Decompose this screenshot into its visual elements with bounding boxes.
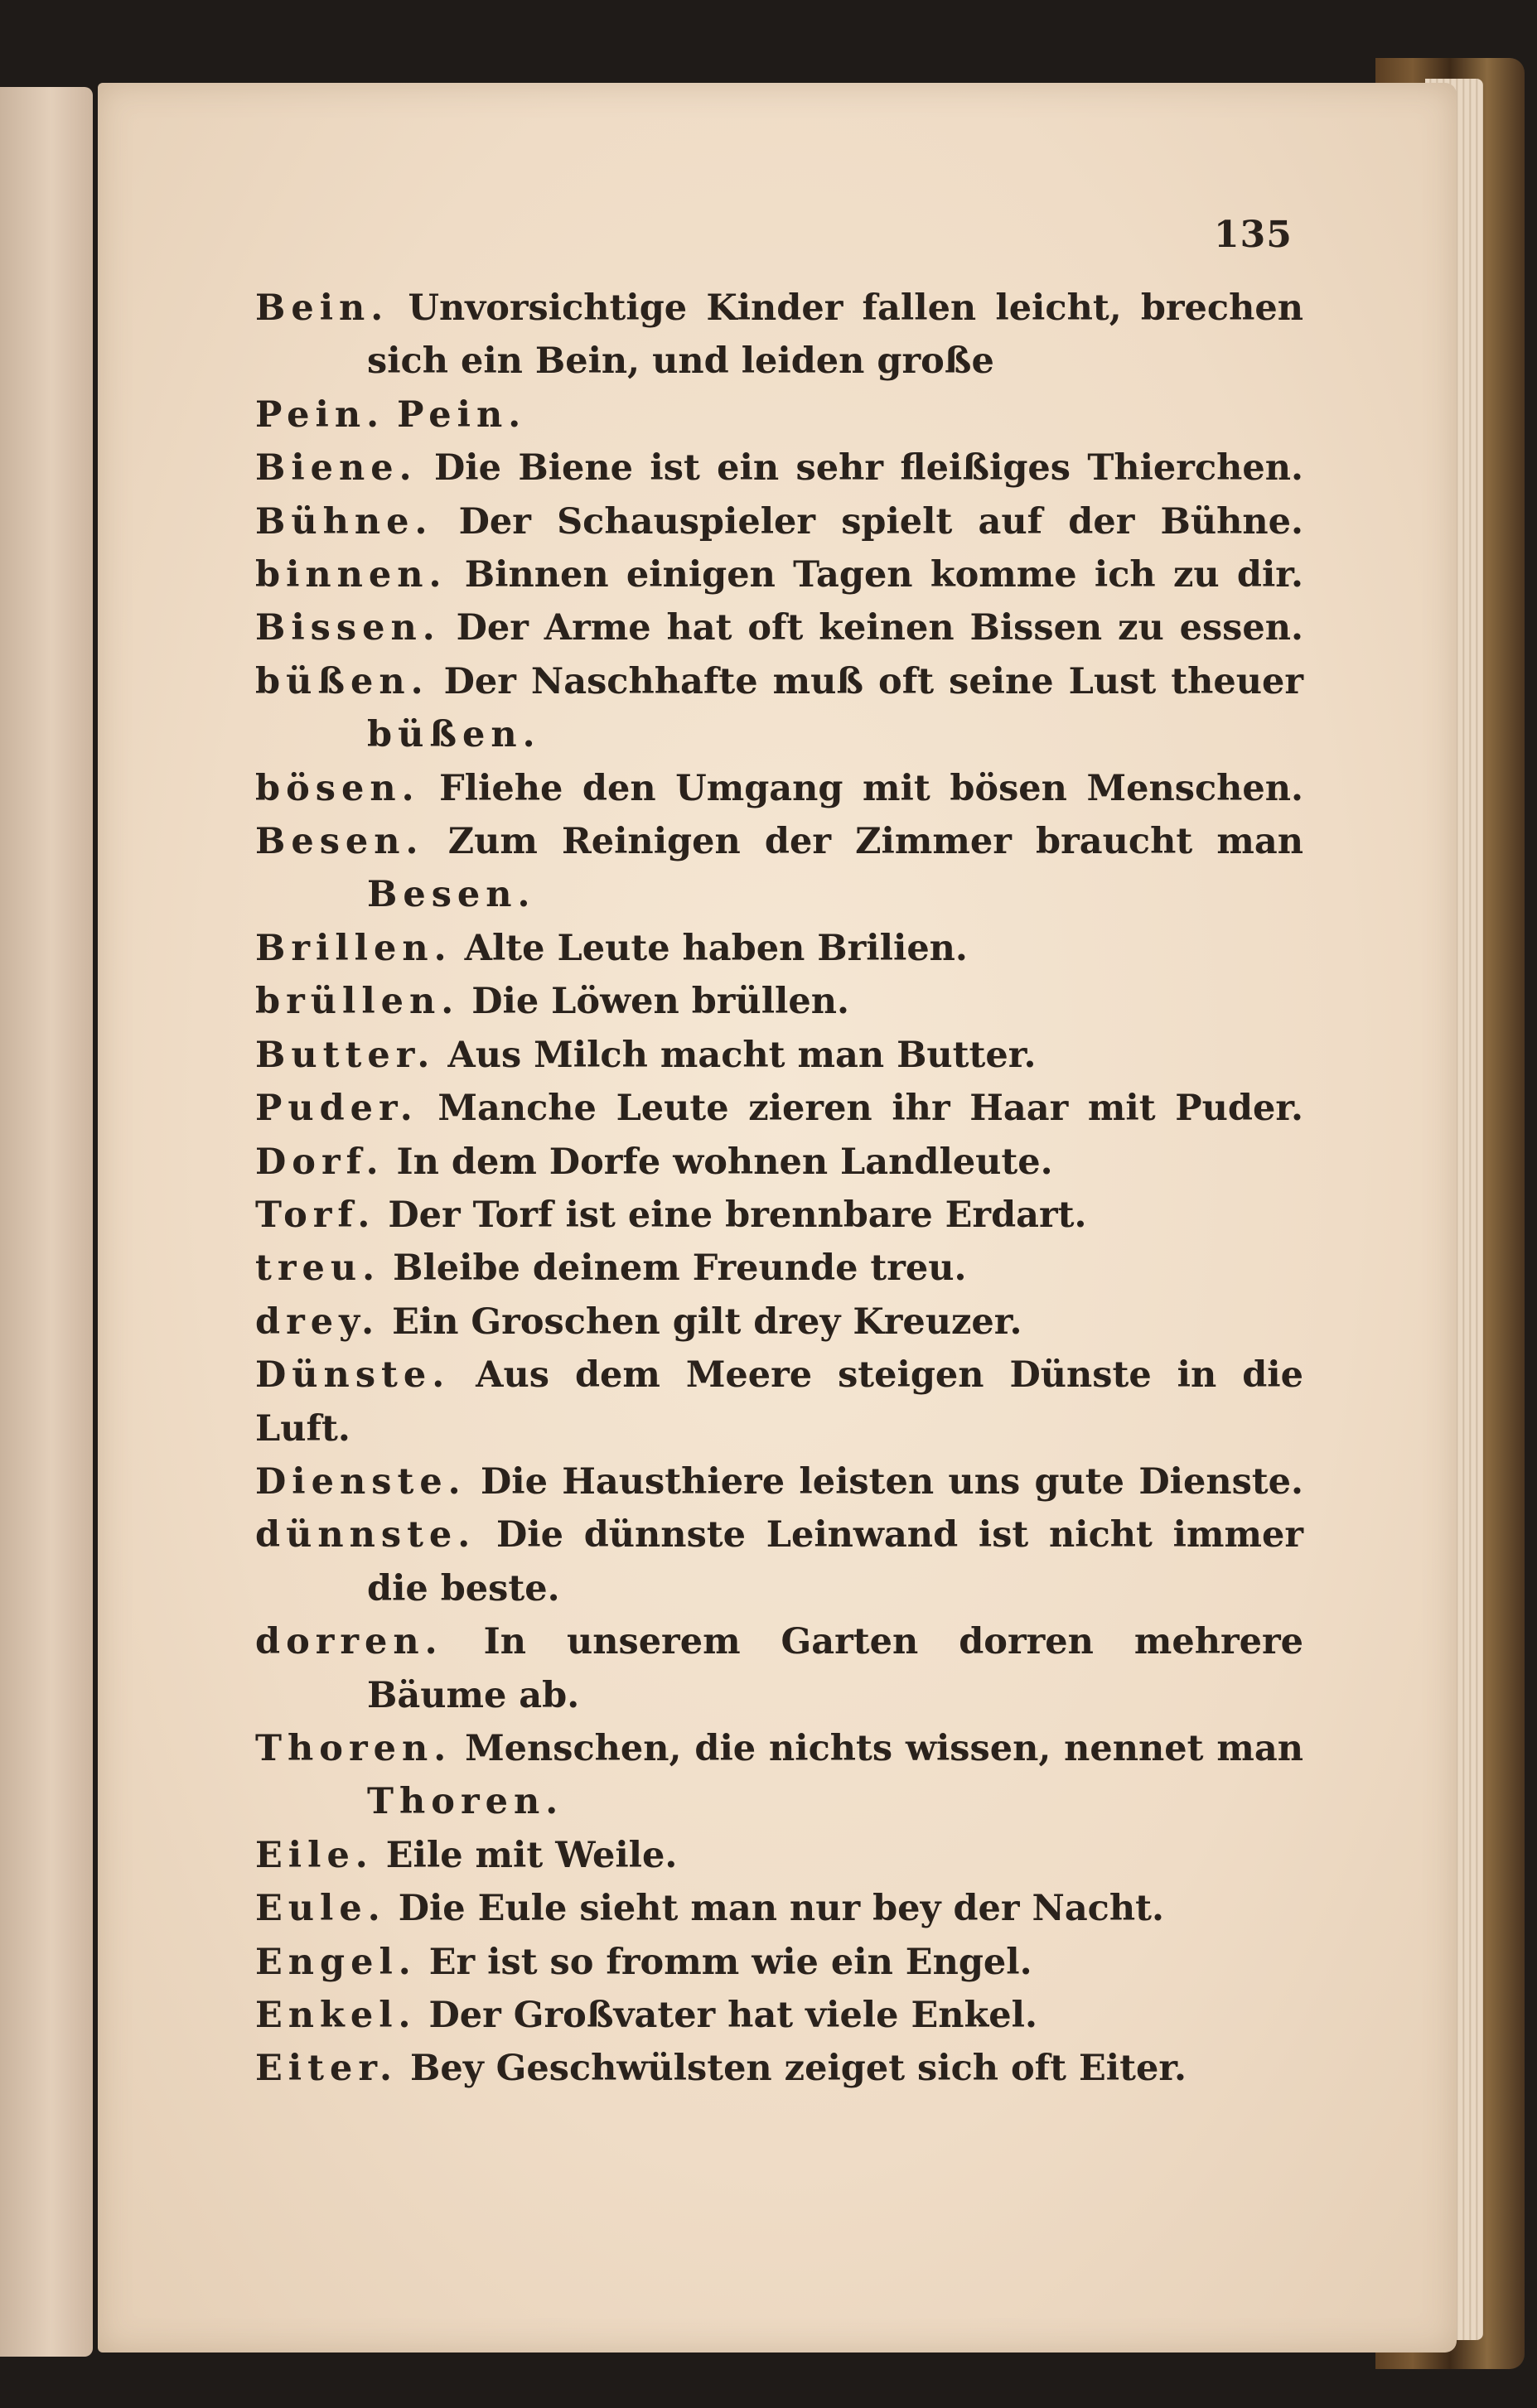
entry-continuation: Besen. <box>367 874 536 916</box>
entry-headword: Bühne. <box>255 500 433 543</box>
entry-headword: Bissen. <box>255 607 441 649</box>
entry-headword: Dünste. <box>255 1354 451 1397</box>
entry <box>255 975 1303 1028</box>
facing-page-edge <box>0 87 93 2357</box>
entry-sentence: Bleibe deinem Freunde treu. <box>393 1247 967 1290</box>
entry-sentence: Unvorsichtige Kinder fallen leicht, brechen <box>408 287 1303 329</box>
entry-sentence: Die Hausthiere leisten uns gute Dienste. <box>480 1460 1303 1503</box>
entry-continuation: die beste. <box>367 1567 560 1609</box>
entry <box>255 601 1303 654</box>
entry <box>255 1082 1303 1135</box>
entry-headword: Torf. <box>255 1194 376 1236</box>
entry-headword: Eule. <box>255 1888 386 1930</box>
entry-sentence: Die Eule sieht man nur bey der Nacht. <box>398 1888 1164 1930</box>
entry-headword: Brillen. <box>255 927 452 969</box>
entry-sentence: Der Großvater hat viele Enkel. <box>428 1995 1037 2036</box>
entry-continuation: büßen. <box>367 714 541 756</box>
entry-continuation: Bäume ab. <box>367 1674 580 1716</box>
entry <box>255 495 1303 548</box>
entry-sentence: In dem Dorfe wohnen Landleute. <box>396 1141 1053 1183</box>
entry-sentence: Aus Milch macht man Butter. <box>447 1034 1037 1076</box>
entry-headword: Besen. <box>255 821 424 863</box>
entry-sentence: Menschen, die nichts wissen, nennet man <box>465 1727 1303 1769</box>
entry <box>255 2042 1303 2095</box>
entry-headword: drey. <box>255 1301 380 1343</box>
entry-sentence: Die Löwen brüllen. <box>471 981 849 1023</box>
entry-headword: Thoren. <box>255 1727 452 1769</box>
entry-headword: Dienste. <box>255 1460 466 1503</box>
entry <box>255 282 1303 388</box>
entry-sentence: Ein Groschen gilt drey Kreuzer. <box>392 1301 1022 1343</box>
entry <box>255 1989 1303 2042</box>
entry <box>255 1508 1303 1615</box>
entry-headword: büßen. <box>255 660 429 702</box>
page-number: 135 <box>1214 214 1293 256</box>
entry-headword: Bein. <box>255 287 389 329</box>
entry-headword: Enkel. <box>255 1995 417 2036</box>
entry <box>255 1029 1303 1082</box>
entry-sentence: In unserem Garten dorren mehrere <box>483 1621 1303 1663</box>
entry-headword: Pein. <box>255 393 385 436</box>
entry-headword: Dorf. <box>255 1141 384 1183</box>
entry <box>255 1829 1303 1882</box>
entry-headword: binnen. <box>255 554 447 596</box>
entry <box>255 922 1303 975</box>
entry-sentence: Bey Geschwülsten zeiget sich oft Eiter. <box>410 2048 1187 2090</box>
entry-sentence: Der Torf ist eine brennbare Erdart. <box>388 1194 1087 1236</box>
entry-sentence: Aus dem Meere steigen Dünste in die Luft. <box>255 1354 1303 1450</box>
entry <box>255 1189 1303 1242</box>
entry-headword: Eile. <box>255 1834 374 1876</box>
entry-headword: dünnste. <box>255 1514 476 1556</box>
entry <box>255 388 1303 442</box>
entry-headword: Butter. <box>255 1034 436 1076</box>
entry <box>255 442 1303 495</box>
entry <box>255 1936 1303 1989</box>
entry-headword: Eiter. <box>255 2048 399 2090</box>
entry-sentence: Er ist so fromm wie ein Engel. <box>428 1941 1032 1983</box>
entry-sentence: Eile mit Weile. <box>385 1834 678 1876</box>
entry-sentence: Der Schauspieler spielt auf der Bühne. <box>458 500 1303 543</box>
entry <box>255 1242 1303 1295</box>
entry <box>255 1349 1303 1455</box>
entry <box>255 548 1303 601</box>
entry-sentence: Die dünnste Leinwand ist nicht immer <box>496 1514 1303 1556</box>
entry-sentence: Der Naschhafte muß oft seine Lust theuer <box>443 660 1303 702</box>
entry-headword: bösen. <box>255 767 420 809</box>
entry-sentence: Pein. <box>397 393 527 436</box>
entry-headword: dorren. <box>255 1621 443 1663</box>
entry-sentence: Manche Leute zieren ihr Haar mit Puder. <box>437 1088 1303 1130</box>
entry <box>255 815 1303 922</box>
entry-sentence: Binnen einigen Tagen komme ich zu dir. <box>464 554 1303 596</box>
entry-headword: Biene. <box>255 447 418 490</box>
entry <box>255 655 1303 762</box>
word-list <box>255 282 1303 2096</box>
entry-sentence: Alte Leute haben Brilien. <box>464 927 968 969</box>
entry-continuation: Thoren. <box>367 1781 564 1823</box>
entry <box>255 1136 1303 1189</box>
entry-headword: Engel. <box>255 1941 417 1983</box>
entry <box>255 1296 1303 1349</box>
entry-headword: Puder. <box>255 1088 418 1130</box>
entry-sentence: Der Arme hat oft keinen Bissen zu essen. <box>456 607 1303 649</box>
entry-headword: brüllen. <box>255 981 460 1023</box>
entry <box>255 1615 1303 1722</box>
entry <box>255 1722 1303 1829</box>
entry-headword: treu. <box>255 1247 381 1290</box>
entry-continuation: sich ein Bein, und leiden große <box>367 340 994 383</box>
entry-sentence: Fliehe den Umgang mit bösen Menschen. <box>439 767 1303 809</box>
entry-sentence: Zum Reinigen der Zimmer braucht man <box>447 821 1303 863</box>
entry-sentence: Die Biene ist ein sehr fleißiges Thierchen. <box>434 447 1303 490</box>
entry <box>255 1882 1303 1935</box>
entry <box>255 1455 1303 1508</box>
entry <box>255 762 1303 815</box>
